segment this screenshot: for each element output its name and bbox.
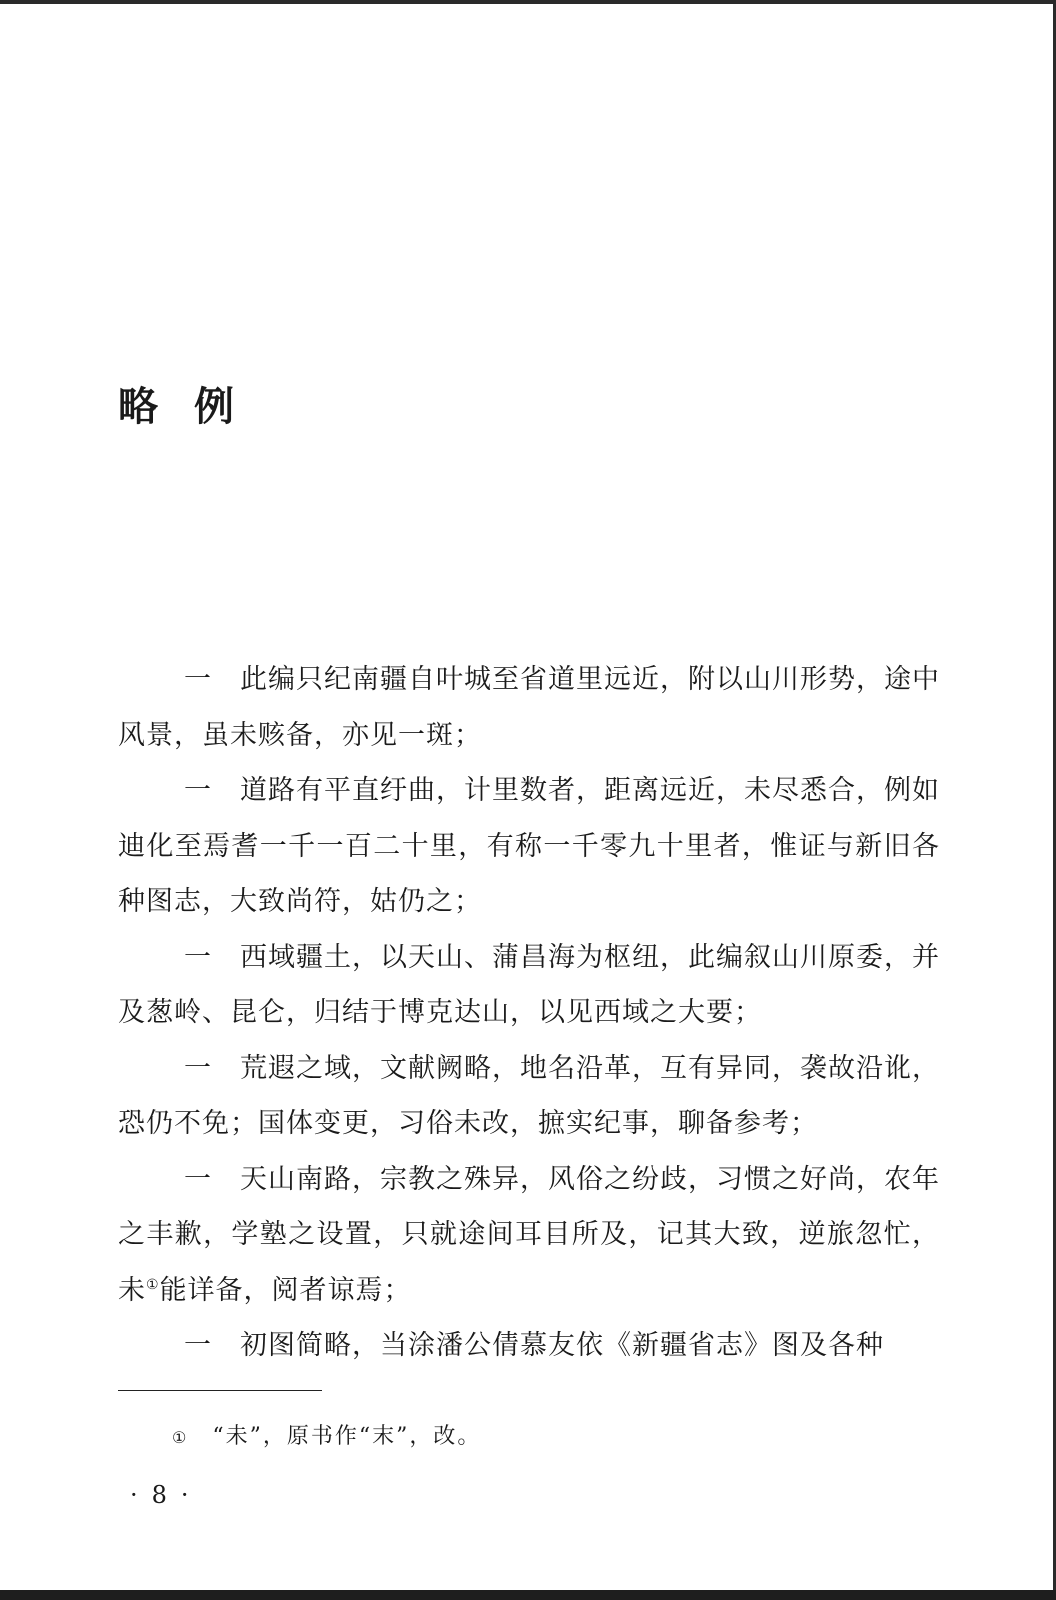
body-text bbox=[118, 652, 940, 1374]
item-marker: 一 bbox=[184, 941, 212, 973]
paragraph-text: 初图简略，当涂潘公倩慕友依《新疆省志》图及各种 bbox=[240, 1330, 884, 1361]
footnote-reference: ① bbox=[146, 1276, 160, 1293]
item-marker: 一 bbox=[184, 775, 212, 806]
paragraph-text: 西域疆土，以天山、蒲昌海为枢纽，此编叙山川原委，并及葱岭、昆仑，归结于博克达山，以见西域之大要； bbox=[118, 941, 940, 1028]
item-marker: 一 bbox=[184, 1330, 212, 1361]
paragraph bbox=[118, 930, 940, 1041]
paragraph-text: 荒遐之域，文献阙略，地名沿革，互有异同，袭故沿讹，恐仍不免；国体变更，习俗未改，摭实纪事，聊备参考； bbox=[118, 1052, 940, 1139]
paragraph bbox=[118, 1041, 940, 1152]
item-marker: 一 bbox=[184, 1163, 212, 1195]
page-number: ·8· bbox=[130, 1481, 203, 1509]
item-marker: 一 bbox=[184, 664, 212, 695]
scan-bottom-edge bbox=[0, 1590, 1056, 1600]
footnote-divider bbox=[118, 1390, 322, 1391]
footnote-text: “未”，原书作“末”，改。 bbox=[212, 1424, 482, 1449]
paragraph-text: 天山南路，宗教之殊异，风俗之纷歧，习惯之好尚，农年之丰歉，学塾之设置，只就途间耳目所及，记其大致，逆旅忽忙，未 bbox=[118, 1163, 940, 1306]
paragraph bbox=[118, 1152, 940, 1319]
paragraph bbox=[118, 652, 940, 763]
footnote-marker: ① bbox=[172, 1428, 189, 1447]
item-marker: 一 bbox=[184, 1052, 212, 1084]
paragraph-text-continued: 能详备，阅者谅焉； bbox=[159, 1274, 412, 1306]
section-title: 略例 bbox=[118, 384, 270, 430]
paragraph bbox=[118, 763, 940, 930]
footnote bbox=[172, 1422, 481, 1453]
paragraph bbox=[118, 1318, 940, 1374]
paragraph-text: 道路有平直纡曲，计里数者，距离远近，未尽悉合，例如迪化至焉耆一千一百二十里，有称一千零九十里者，惟证与新旧各种图志，大致尚符，姑仍之； bbox=[118, 775, 940, 917]
paragraph-text: 此编只纪南疆自叶城至省道里远近，附以山川形势，途中风景，虽未赅备，亦见一斑； bbox=[118, 664, 940, 751]
